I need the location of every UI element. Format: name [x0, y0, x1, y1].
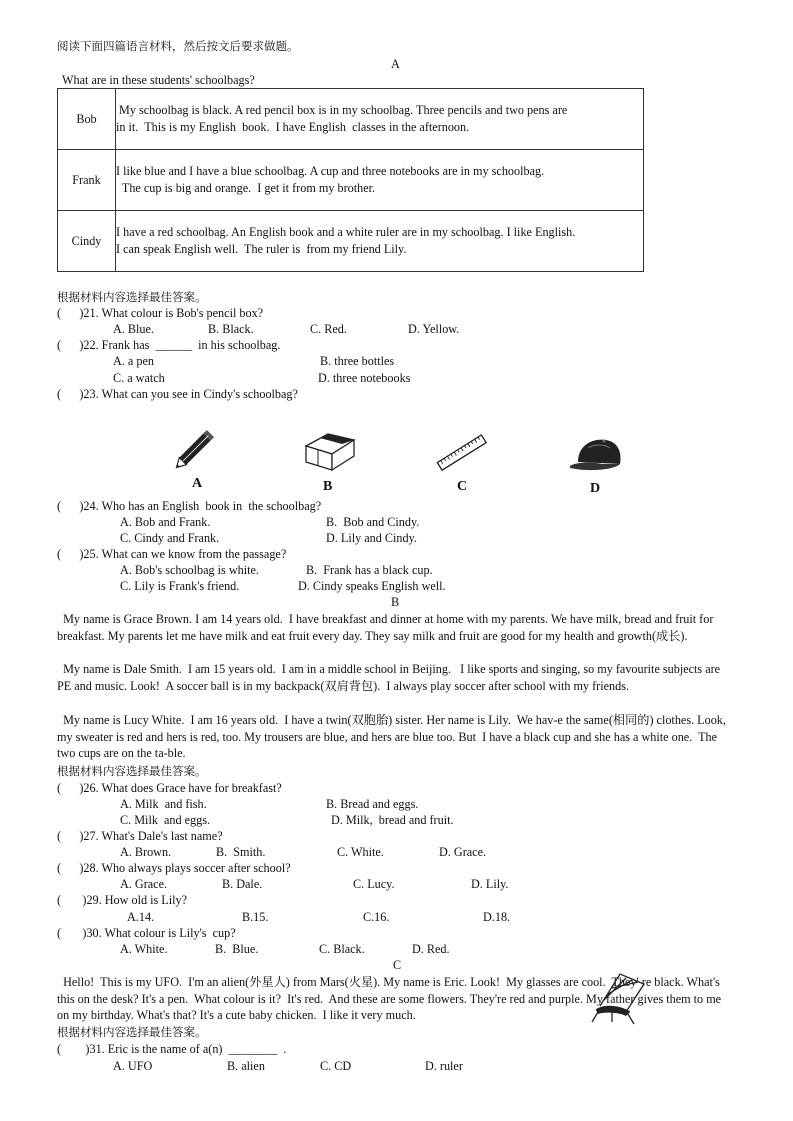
q21-option-c[interactable]: C. Red. — [310, 322, 347, 336]
section-b-instruction: 根据材料内容选择最佳答案。 — [57, 764, 207, 778]
q28-stem: ( )28. Who always plays soccer after school? — [57, 861, 291, 875]
section-c-instruction: 根据材料内容选择最佳答案。 — [57, 1025, 207, 1039]
q27-option-a[interactable]: A. Brown. — [120, 845, 172, 859]
q22-option-d[interactable]: D. three notebooks — [318, 371, 411, 385]
q25-option-d[interactable]: D. Cindy speaks English well. — [298, 579, 446, 593]
section-a-instruction: 根据材料内容选择最佳答案。 — [57, 290, 207, 304]
row-text — [116, 89, 644, 150]
q24-option-b[interactable]: B. Bob and Cindy. — [326, 515, 420, 529]
q26-option-a[interactable]: A. Milk and fish. — [120, 797, 207, 811]
q30-stem: ( )30. What colour is Lily's cup? — [57, 926, 236, 940]
schoolbag-table — [57, 88, 644, 272]
ruler-icon — [434, 430, 490, 476]
q25-option-a[interactable]: A. Bob's schoolbag is white. — [120, 563, 259, 577]
q31-stem: ( )31. Eric is the name of a(n) ________ . — [57, 1042, 287, 1056]
row-text — [116, 150, 644, 211]
pencil-icon — [172, 422, 222, 472]
section-b-label: B — [391, 595, 400, 609]
q22-option-c[interactable]: C. a watch — [113, 371, 165, 385]
q30-option-b[interactable]: B. Blue. — [215, 942, 259, 956]
q28-option-a[interactable]: A. Grace. — [120, 877, 168, 891]
table-row — [58, 150, 644, 211]
q24-option-c[interactable]: C. Cindy and Frank. — [120, 531, 220, 545]
q26-stem: ( )26. What does Grace have for breakfast? — [57, 781, 282, 795]
section-c-paragraph: Hello! This is my UFO. I'm an alien(外星人) from Mars(火星). My name is Eric. Look! My glasses are cool. They' re black. What's this on the desk? It's a pen. What colour is it? It's red. And these are some flowers. They're red and purple. My father gives them to me on my birthday. What's that? It's a cute baby chicken. I like it very much. — [57, 975, 725, 1022]
q21-option-d[interactable]: D. Yellow. — [408, 322, 460, 336]
q31-option-a[interactable]: A. UFO — [113, 1059, 153, 1073]
q28-option-b[interactable]: B. Dale. — [222, 877, 263, 891]
q30-option-c[interactable]: C. Black. — [319, 942, 365, 956]
q24-stem: ( )24. Who has an English book in the schoolbag? — [57, 499, 322, 513]
q29-option-d[interactable]: D.18. — [483, 910, 511, 924]
q31-option-b[interactable]: B. alien — [227, 1059, 265, 1073]
section-a-label: A — [391, 57, 400, 71]
row-name: Cindy — [58, 211, 116, 272]
q22-option-a[interactable]: A. a pen — [113, 354, 154, 368]
q27-option-c[interactable]: C. White. — [337, 845, 384, 859]
row-name: Bob — [58, 89, 116, 150]
q21-option-b[interactable]: B. Black. — [208, 322, 254, 336]
section-a-question: What are in these students' schoolbags? — [62, 73, 255, 87]
table-row — [58, 211, 644, 272]
q30-option-d[interactable]: D. Red. — [412, 942, 450, 956]
section-b-paragraph-1: My name is Grace Brown. I am 14 years old. I have breakfast and dinner at home with my parents. We have milk, bread and fruit for breakfast. My parents let me have milk and eat fruit every day. They say milk and fruit are good for my health and growth(成长). — [57, 612, 717, 643]
q22-stem: ( )22. Frank has ______ in his schoolbag. — [57, 338, 281, 352]
row-text — [116, 211, 644, 272]
q27-stem: ( )27. What's Dale's last name? — [57, 829, 223, 843]
q29-stem: ( )29. How old is Lily? — [57, 893, 187, 907]
row-line: in it. This is my English book. I have English classes in the afternoon. — [116, 120, 470, 134]
q23-stem: ( )23. What can you see in Cindy's schoolbag? — [57, 387, 298, 401]
row-line: My schoolbag is black. A red pencil box is in my schoolbag. Three pencils and two pens are — [116, 103, 568, 117]
q28-option-d[interactable]: D. Lily. — [471, 877, 509, 891]
q29-option-b[interactable]: B.15. — [242, 910, 269, 924]
q21-stem: ( )21. What colour is Bob's pencil box? — [57, 306, 264, 320]
q31-option-c[interactable]: C. CD — [320, 1059, 352, 1073]
row-line: I like blue and I have a blue schoolbag. A cup and three notebooks are in my schoolbag. — [116, 164, 545, 178]
q24-option-d[interactable]: D. Lily and Cindy. — [326, 531, 417, 545]
q31-option-d[interactable]: D. ruler — [425, 1059, 463, 1073]
section-b-paragraph-2: My name is Dale Smith. I am 15 years old. I am in a middle school in Beijing. I like sports and singing, so my favourite subjects are PE and music. Look! A soccer ball is in my backpack(双肩背包). I always play soccer after school with my friends. — [57, 662, 724, 693]
q30-option-a[interactable]: A. White. — [120, 942, 168, 956]
intro-text: 阅读下面四篇语言材料，然后按文后要求做题。 — [57, 39, 299, 53]
q26-option-d[interactable]: D. Milk, bread and fruit. — [331, 813, 454, 827]
q24-option-a[interactable]: A. Bob and Frank. — [120, 515, 211, 529]
eraser-icon — [302, 428, 358, 474]
q27-option-d[interactable]: D. Grace. — [439, 845, 487, 859]
q29-option-c[interactable]: C.16. — [363, 910, 390, 924]
row-line: I have a red schoolbag. An English book and a white ruler are in my schoolbag. I like English. — [116, 225, 576, 239]
q23-option-c[interactable]: C — [457, 479, 468, 494]
q25-option-c[interactable]: C. Lily is Frank's friend. — [120, 579, 240, 593]
section-b-paragraph-3: My name is Lucy White. I am 16 years old. I have a twin(双胞胎) sister. Her name is Lily. We hav-e the same(相同的) clothes. Look, my sweater is red and hers is red, too. My trousers are blue, and hers are blue too. But I have a black cup and she has a white one. The two cups are on the ta-ble. — [57, 713, 729, 760]
q29-option-a[interactable]: A.14. — [127, 910, 155, 924]
q21-option-a[interactable]: A. Blue. — [113, 322, 154, 336]
q26-option-b[interactable]: B. Bread and eggs. — [326, 797, 419, 811]
chair-icon — [582, 966, 648, 1026]
q28-option-c[interactable]: C. Lucy. — [353, 877, 395, 891]
row-line: I can speak English well. The ruler is from my friend Lily. — [116, 242, 407, 256]
section-c-label: C — [393, 958, 402, 972]
q22-option-b[interactable]: B. three bottles — [320, 354, 395, 368]
row-name: Frank — [58, 150, 116, 211]
q23-option-a[interactable]: A — [192, 476, 203, 491]
q25-option-b[interactable]: B. Frank has a black cup. — [306, 563, 433, 577]
q25-stem: ( )25. What can we know from the passage? — [57, 547, 287, 561]
row-line: The cup is big and orange. I get it from my brother. — [116, 181, 376, 195]
q26-option-c[interactable]: C. Milk and eggs. — [120, 813, 211, 827]
q23-option-d[interactable]: D — [590, 481, 601, 496]
q27-option-b[interactable]: B. Smith. — [216, 845, 266, 859]
q23-option-b[interactable]: B — [323, 479, 333, 494]
table-row — [58, 89, 644, 150]
cap-icon — [568, 436, 626, 476]
